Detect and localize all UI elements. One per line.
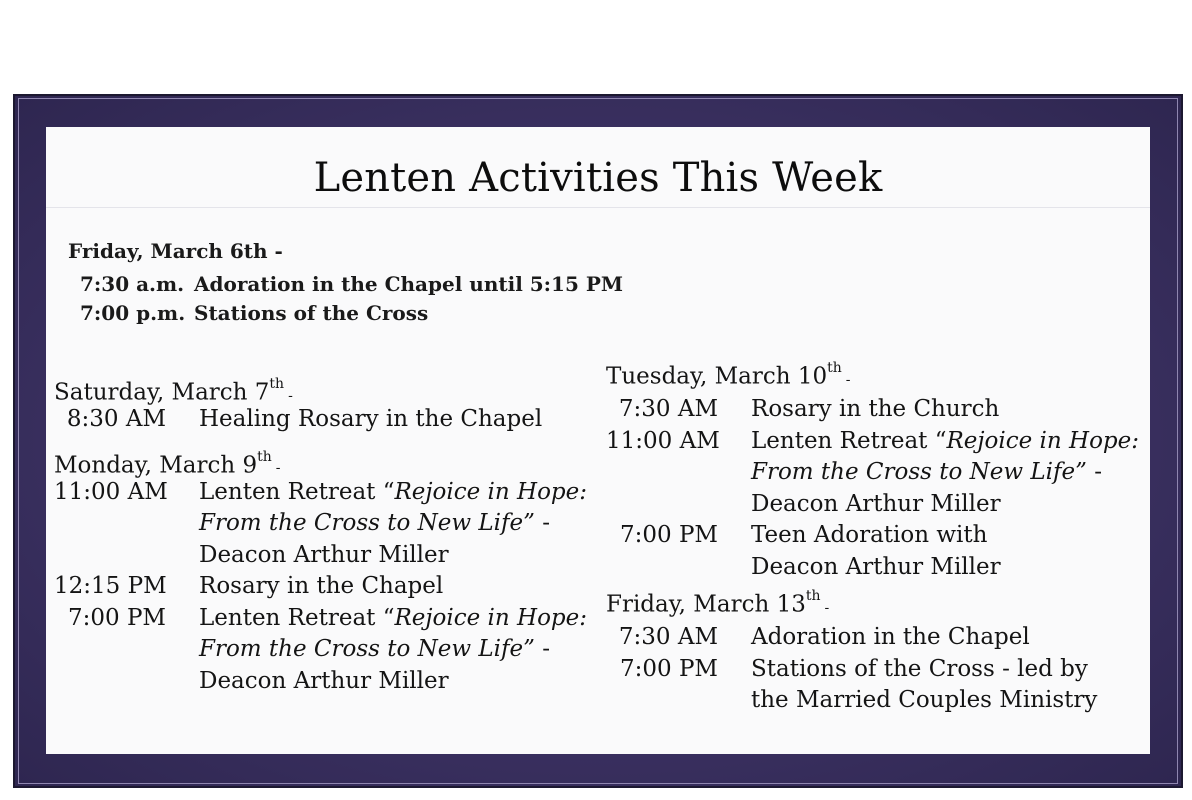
event-description: Stations of the Cross - led by the Married Couples Ministry bbox=[751, 655, 1098, 713]
event-description: Adoration in the Chapel until 5:15 PM bbox=[194, 271, 624, 296]
event-time: 7:00 PM bbox=[620, 655, 718, 682]
monday-event bbox=[54, 603, 599, 698]
friday-march-6-event bbox=[68, 298, 623, 327]
right-column bbox=[606, 355, 1146, 717]
friday-march-6-section bbox=[68, 239, 623, 327]
event-time: 11:00 AM bbox=[606, 427, 720, 454]
event-description: Lenten Retreat “Rejoice in Hope: From the Cross to New Life” - Deacon Arthur Miller bbox=[199, 604, 588, 694]
event-time: 7:30 AM bbox=[618, 396, 718, 422]
tuesday-event bbox=[606, 520, 1146, 583]
event-description: Healing Rosary in the Chapel bbox=[199, 406, 543, 432]
friday-march-13-event bbox=[606, 654, 1146, 717]
event-time: 8:30 AM bbox=[66, 406, 166, 432]
event-time: 11:00 AM bbox=[54, 478, 168, 505]
friday-march-6-event bbox=[68, 269, 623, 298]
saturday-heading: Saturday, March 7th- bbox=[54, 376, 293, 406]
page-title: Lenten Activities This Week bbox=[313, 155, 883, 201]
event-time: 7:30 a.m. bbox=[80, 271, 185, 296]
title-bar bbox=[46, 127, 1150, 208]
tuesday-event bbox=[606, 394, 1146, 426]
friday-march-6-heading: Friday, March 6th - bbox=[68, 239, 283, 263]
left-column bbox=[54, 371, 599, 697]
event-time: 12:15 PM bbox=[54, 573, 167, 599]
event-time: 7:00 PM bbox=[620, 522, 718, 548]
event-description: Stations of the Cross bbox=[194, 300, 429, 325]
event-time: 7:00 PM bbox=[68, 604, 166, 631]
monday-event bbox=[54, 477, 599, 572]
event-description: Lenten Retreat “Rejoice in Hope: From the Cross to New Life” - Deacon Arthur Miller bbox=[199, 478, 588, 568]
monday-heading: Monday, March 9th- bbox=[54, 448, 281, 479]
event-time: 7:00 p.m. bbox=[80, 300, 186, 325]
event-description: Teen Adoration with Deacon Arthur Miller bbox=[751, 522, 1001, 580]
saturday-event bbox=[54, 404, 599, 436]
friday-march-13-event bbox=[606, 622, 1146, 654]
monday-event bbox=[54, 571, 599, 603]
event-description: Rosary in the Church bbox=[751, 396, 1000, 422]
content-panel bbox=[46, 127, 1150, 754]
friday-march-13-heading: Friday, March 13th- bbox=[606, 588, 830, 618]
event-description: Lenten Retreat “Rejoice in Hope: From the Cross to New Life” - Deacon Arthur Miller bbox=[751, 427, 1140, 517]
event-description: Rosary in the Chapel bbox=[199, 573, 444, 599]
event-time: 7:30 AM bbox=[618, 624, 718, 650]
tuesday-event bbox=[606, 426, 1146, 521]
event-description: Adoration in the Chapel bbox=[751, 624, 1030, 650]
tuesday-heading: Tuesday, March 10th- bbox=[606, 360, 851, 390]
